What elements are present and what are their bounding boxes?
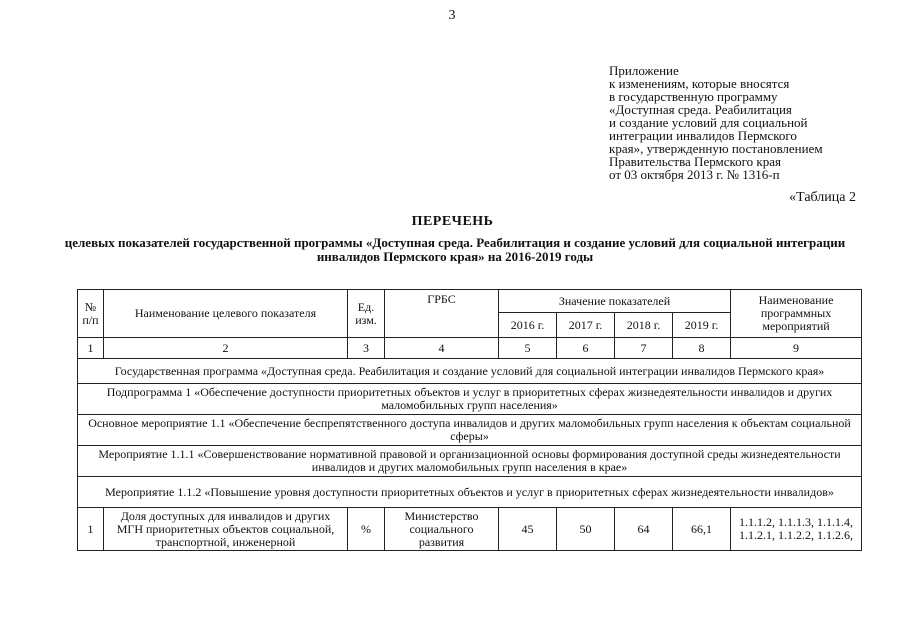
header-grbs: ГРБС (385, 290, 499, 338)
header-year: 2019 г. (673, 313, 731, 338)
section-main-activity: Основное мероприятие 1.1 «Обеспечение беспрепятственного доступа инвалидов и других маломобильных групп населения к объектам социальной сферы» (78, 415, 862, 446)
document-title: ПЕРЕЧЕНЬ (411, 214, 494, 229)
row-activities: 1.1.1.2, 1.1.1.3, 1.1.1.4, 1.1.2.1, 1.1.2.2, 1.1.2.6, (731, 508, 862, 551)
column-number: 1 (78, 338, 104, 359)
column-number: 7 (615, 338, 673, 359)
indicators-table (77, 289, 862, 551)
row-name: Доля доступных для инвалидов и других МГН приоритетных объектов социальной, транспортной, инженерной (104, 508, 348, 551)
appendix-line: края», утвержденную постановлением (609, 141, 823, 156)
column-number: 5 (499, 338, 557, 359)
column-number: 2 (104, 338, 348, 359)
row-unit: % (348, 508, 385, 551)
header-num: № п/п (78, 290, 104, 338)
appendix-line: Приложение (609, 63, 679, 78)
appendix-block (609, 64, 899, 181)
section-row (78, 477, 862, 508)
row-num: 1 (78, 508, 104, 551)
row-value-2017: 50 (557, 508, 615, 551)
section-subprogram: Подпрограмма 1 «Обеспечение доступности приоритетных объектов и услуг в приоритетных сферах жизнедеятельности инвалидов и других маломобильных групп населения» (78, 384, 862, 415)
section-activity: Мероприятие 1.1.1 «Совершенствование нормативной правовой и организационной основы формирования доступной среды жизнедеятельности инвалидов и других маломобильных групп населения в крае» (78, 446, 862, 477)
row-grbs: Министерство социального развития (385, 508, 499, 551)
appendix-line: «Доступная среда. Реабилитация (609, 102, 792, 117)
section-row (78, 384, 862, 415)
table-reference: «Таблица 2 (789, 190, 856, 205)
appendix-line: от 03 октября 2013 г. № 1316-п (609, 167, 780, 182)
column-number: 8 (673, 338, 731, 359)
header-name: Наименование целевого показателя (104, 290, 348, 338)
column-number: 9 (731, 338, 862, 359)
section-activity: Мероприятие 1.1.2 «Повышение уровня доступности приоритетных объектов и услуг в приоритетных сферах жизнедеятельности инвалидов» (78, 477, 862, 508)
section-row (78, 446, 862, 477)
column-number-row (78, 338, 862, 359)
column-number: 6 (557, 338, 615, 359)
appendix-line: к изменениям, которые вносятся (609, 76, 790, 91)
appendix-line: в государственную программу (609, 89, 778, 104)
row-value-2019: 66,1 (673, 508, 731, 551)
page-number: 3 (448, 8, 456, 23)
section-program: Государственная программа «Доступная среда. Реабилитация и создание условий для социальной интеграции инвалидов Пермского края» (78, 359, 862, 384)
header-values: Значение показателей (499, 290, 731, 313)
header-year: 2017 г. (557, 313, 615, 338)
header-activities: Наименование программных мероприятий (731, 290, 862, 338)
row-value-2016: 45 (499, 508, 557, 551)
header-year: 2018 г. (615, 313, 673, 338)
table-row (78, 508, 862, 551)
header-unit: Ед. изм. (348, 290, 385, 338)
section-row (78, 415, 862, 446)
column-number: 3 (348, 338, 385, 359)
appendix-line: интеграции инвалидов Пермского (609, 128, 797, 143)
header-year: 2016 г. (499, 313, 557, 338)
section-row (78, 359, 862, 384)
document-subtitle: целевых показателей государственной программы «Доступная среда. Реабилитация и создание условий для социальной интеграции инвалидов Пермского края» на 2016-2019 годы (64, 235, 846, 264)
row-value-2018: 64 (615, 508, 673, 551)
appendix-line: и создание условий для социальной (609, 115, 808, 130)
appendix-line: Правительства Пермского края (609, 154, 781, 169)
column-number: 4 (385, 338, 499, 359)
